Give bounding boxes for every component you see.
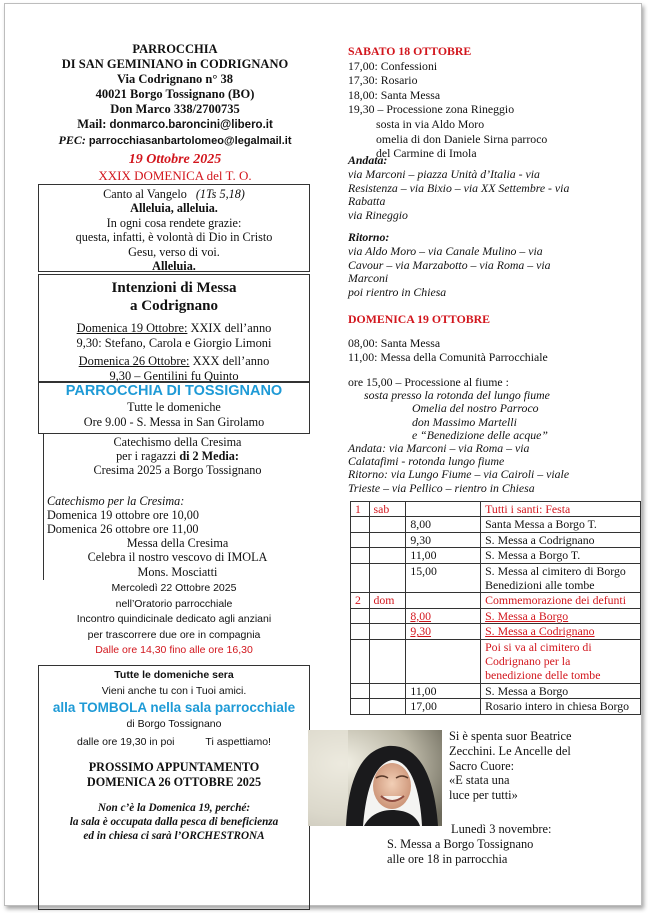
- schedule-time-cell: 11,00: [406, 683, 481, 698]
- procession-line: e “Benedizione delle acque”: [412, 427, 548, 442]
- schedule-row: [351, 699, 641, 714]
- header-line: Don Marco 338/2700735: [110, 102, 240, 116]
- schedule-number-cell: [351, 532, 370, 547]
- procession-line: sosta presso la rotonda del lungo fiume: [364, 388, 550, 403]
- schedule-row: [351, 683, 641, 698]
- schedule-event-text: Poi si va al cimitero di: [485, 639, 592, 654]
- tombola-time-line: dalle ore 19,30 in poi Ti aspettiamo!: [77, 735, 271, 748]
- suor-line: Si è spenta suor Beatrice: [449, 729, 572, 743]
- header-line: Via Codrignano n° 38: [116, 72, 233, 86]
- schedule-number-cell: [351, 624, 370, 639]
- schedule-day-cell: [369, 548, 406, 563]
- next-appointment-date: DOMENICA 26 OTTOBRE 2025: [86, 774, 262, 789]
- schedule-time-cell: [406, 639, 481, 683]
- acclamation-text: questa, infatti, è volontà di Dio in Cristo: [75, 230, 273, 245]
- route-line: poi rientro in Chiesa: [348, 285, 447, 300]
- oratorio-line: nell’Oratorio parrocchiale: [115, 597, 233, 610]
- schedule-event-text: Benedizioni alle tombe: [485, 578, 595, 593]
- saturday-subitem: del Carmine di Imola: [376, 146, 477, 161]
- suor-line: «E stata una: [449, 773, 510, 788]
- schedule-event-cell: [481, 683, 641, 698]
- schedule-day-cell: sab: [369, 502, 406, 517]
- schedule-event-text: Commemorazione dei defunti: [485, 593, 626, 608]
- cresima-line: Cresima 2025 a Borgo Tossignano: [93, 463, 262, 478]
- saturday-item: 17,00: Confessioni: [348, 58, 438, 73]
- tossignano-line: Tutte le domeniche: [127, 400, 221, 414]
- schedule-event-text: benedizione delle tombe: [485, 668, 601, 683]
- schedule-event-text: S. Messa a Borgo T.: [485, 548, 581, 563]
- sunday-item: 11,00: Messa della Comunità Parrocchiale: [348, 350, 548, 365]
- schedule-row: [351, 608, 641, 623]
- procession-route: Calatafimi - rotonda lungo fiume: [348, 454, 505, 469]
- schedule-row: [351, 517, 641, 532]
- intention-detail-2: 9,30 – Gentilini fu Quinto: [109, 368, 239, 383]
- confirmation-section: [43, 434, 311, 580]
- schedule-event-cell: [481, 593, 641, 608]
- bulletin-date: 19 Ottobre 2025: [128, 152, 222, 167]
- oratorio-line: per trascorrere due ore in compagnia: [87, 628, 261, 641]
- monday-date: Lunedì 3 novembre:: [451, 822, 552, 836]
- intention-sunday-2: Domenica 26 Ottobre: XXX dell’anno: [78, 354, 270, 368]
- schedule-time-cell: 17,00: [406, 699, 481, 714]
- route-line: Cavour – via Marzabotto – via Roma – via: [348, 257, 551, 272]
- schedule-event-cell: [481, 502, 641, 517]
- procession-route: Trieste – via Pellico – rientro in Chiesa: [348, 480, 535, 495]
- schedule-number-cell: [351, 563, 370, 593]
- monday-mass-note: [387, 822, 627, 866]
- acclamation-text: In ogni cosa rendete grazie:: [106, 215, 242, 230]
- saturday-section: [348, 44, 638, 161]
- schedule-row: [351, 502, 641, 517]
- procession-line: ore 15,00 – Processione al fiume :: [348, 375, 509, 389]
- schedule-day-cell: [369, 639, 406, 683]
- portrait-illustration: [308, 730, 442, 826]
- schedule-number-cell: [351, 608, 370, 623]
- tombola-line: Vieni anche tu con i Tuoi amici.: [101, 684, 247, 697]
- mail-address: donmarco.baroncini@libero.it: [109, 119, 273, 131]
- schedule-time-cell: 8,00: [406, 608, 481, 623]
- tombola-note: la sala è occupata dalla pesca di beneficienza: [69, 816, 279, 828]
- schedule-row: [351, 563, 641, 593]
- schedule-number-cell: [351, 548, 370, 563]
- acclamation-intro: Canto al Vangelo (1Ts 5,18): [103, 187, 245, 201]
- procession-line: don Massimo Martelli: [412, 414, 517, 429]
- cresima-catechism-title: Catechismo per la Cresima:: [47, 493, 185, 508]
- cresima-line: Catechismo della Cresima: [113, 435, 242, 449]
- schedule-number-cell: [351, 639, 370, 683]
- bulletin-page: [4, 3, 642, 906]
- oratorio-notice: [38, 581, 310, 659]
- schedule-row: [351, 548, 641, 563]
- route-line: Resistenza – via Bixio – via XX Settembre - via: [348, 180, 570, 195]
- pec-address: parrocchiasanbartolomeo@legalmail.it: [88, 135, 292, 147]
- schedule-day-cell: [369, 624, 406, 639]
- tossignano-box: [38, 382, 310, 434]
- gospel-acclamation-box: [38, 184, 310, 272]
- procession-line: Omelia del nostro Parroco: [412, 401, 539, 416]
- suor-beatrice-note: [449, 729, 639, 803]
- intentions-title: Intenzioni di Messa a Codrignano: [111, 280, 237, 314]
- oratorio-hours: Dalle ore 14,30 fino alle ore 16,30: [95, 644, 253, 656]
- schedule-event-text: S. Messa a Codrignano: [485, 532, 595, 547]
- schedule-number-cell: [351, 699, 370, 714]
- intention-sunday-1: Domenica 19 Ottobre: XXIX dell’anno: [76, 321, 272, 335]
- cresima-line: Messa della Cresima: [126, 536, 229, 551]
- schedule-time-cell: 9,30: [406, 624, 481, 639]
- suor-beatrice-photo: [308, 730, 442, 826]
- parish-header: [35, 42, 315, 149]
- procession-section: [348, 376, 638, 495]
- schedule-event-cell: [481, 608, 641, 623]
- tombola-headline: alla TOMBOLA nella sala parrocchiale: [52, 700, 296, 715]
- schedule-time-cell: 8,00: [406, 517, 481, 532]
- tombola-note: Non c’è la Domenica 19, perché:: [97, 802, 251, 814]
- mass-intentions-box: [38, 274, 310, 382]
- schedule-number-cell: [351, 517, 370, 532]
- schedule-time-cell: 15,00: [406, 563, 481, 593]
- route-line: via Rineggio: [348, 208, 408, 223]
- sunday-item: 08,00: Santa Messa: [348, 335, 441, 350]
- schedule-event-text: S. Messa a Codrignano: [485, 624, 595, 639]
- cresima-line: Domenica 19 ottobre ore 10,00: [47, 507, 199, 522]
- route-line: via Marconi – piazza Unità d’Italia - via: [348, 166, 540, 181]
- mail-label: Mail:: [77, 117, 107, 131]
- november-schedule-table: [350, 501, 641, 715]
- schedule-event-text: Rosario intero in chiesa Borgo: [485, 699, 630, 714]
- schedule-row: [351, 624, 641, 639]
- schedule-row: [351, 639, 641, 683]
- schedule-day-cell: [369, 517, 406, 532]
- schedule-event-cell: [481, 699, 641, 714]
- alleluia-line: Alleluia, alleluia.: [130, 201, 218, 216]
- pec-line: [35, 133, 315, 149]
- saturday-title: SABATO 18 OTTOBRE: [348, 44, 472, 58]
- cresima-line: Celebra il nostro vescovo di IMOLA: [87, 550, 268, 565]
- tossignano-title: PARROCCHIA DI TOSSIGNANO: [65, 383, 283, 399]
- procession-route: Andata: via Marconi – via Roma – via: [348, 441, 530, 456]
- saturday-item: 18,00: Santa Messa: [348, 87, 441, 102]
- schedule-event-cell: [481, 532, 641, 547]
- andata-route: [348, 154, 618, 223]
- tossignano-line: Ore 9.00 - S. Messa in San Girolamo: [83, 414, 265, 429]
- saturday-subitem: sosta in via Aldo Moro: [376, 116, 485, 131]
- schedule-day-cell: [369, 563, 406, 593]
- schedule-day-cell: dom: [369, 593, 406, 608]
- header-line: 40021 Borgo Tossignano (BO): [95, 87, 255, 101]
- monday-mass: S. Messa a Borgo Tossignano: [387, 836, 534, 851]
- schedule-event-cell: [481, 624, 641, 639]
- schedule-time-cell: 11,00: [406, 548, 481, 563]
- suor-line: Sacro Cuore:: [449, 758, 515, 773]
- schedule-number-cell: 1: [351, 502, 370, 517]
- route-line: Rabatta: [348, 194, 386, 209]
- tombola-line: di Borgo Tossignano: [126, 718, 222, 730]
- schedule-row: [351, 532, 641, 547]
- schedule-day-cell: [369, 532, 406, 547]
- cresima-line: Mons. Mosciatti: [137, 564, 218, 579]
- ritorno-route: [348, 231, 618, 300]
- tombola-box: [38, 665, 310, 910]
- mail-line: [35, 117, 315, 133]
- header-line: DI SAN GEMINIANO in CODRIGNANO: [61, 57, 289, 71]
- cresima-line: Domenica 26 ottobre ore 11,00: [47, 522, 199, 537]
- procession-route: Ritorno: via Lungo Fiume – via Cairoli – viale: [348, 467, 570, 482]
- oratorio-line: Mercoledì 22 Ottobre 2025: [111, 582, 237, 594]
- ritorno-title: Ritorno:: [348, 230, 390, 244]
- schedule-day-cell: [369, 608, 406, 623]
- schedule-day-cell: [369, 683, 406, 698]
- schedule-event-text: Santa Messa a Borgo T.: [485, 517, 597, 532]
- schedule-row: [351, 593, 641, 608]
- monday-time: alle ore 18 in parrocchia: [387, 851, 508, 866]
- intention-detail-1: 9,30: Stefano, Carola e Giorgio Limoni: [76, 335, 272, 350]
- schedule-number-cell: 2: [351, 593, 370, 608]
- next-appointment-title: PROSSIMO APPUNTAMENTO: [88, 760, 260, 774]
- tombola-line: Tutte le domeniche sera: [114, 669, 234, 681]
- saturday-item: 17,30: Rosario: [348, 73, 418, 88]
- suor-line: Zecchini. Le Ancelle del: [449, 743, 571, 758]
- schedule-event-cell: [481, 517, 641, 532]
- schedule-event-cell: [481, 639, 641, 683]
- schedule-event-text: Codrignano per la: [485, 654, 571, 669]
- acclamation-text: Gesu, verso di voi.: [128, 244, 220, 259]
- andata-title: Andata:: [348, 153, 388, 167]
- pec-label: PEC:: [58, 133, 86, 147]
- saturday-subitem: omelia di don Daniele Sirna parroco: [376, 131, 548, 146]
- tombola-note: ed in chiesa ci sarà l’ORCHESTRONA: [83, 830, 265, 842]
- saturday-item: 19,30 – Processione zona Rineggio: [348, 102, 515, 117]
- header-line: PARROCCHIA: [132, 42, 218, 56]
- schedule-event-text: S. Messa a Borgo: [485, 608, 569, 623]
- scripture-reference: (1Ts 5,18): [195, 187, 245, 201]
- route-line: Marconi: [348, 271, 389, 286]
- schedule-event-cell: [481, 563, 641, 593]
- schedule-number-cell: [351, 683, 370, 698]
- cresima-line: per i ragazzi di 2 Media:: [116, 449, 239, 464]
- suor-line: luce per tutti»: [449, 788, 518, 803]
- alleluia-closing: Alleluia.: [152, 259, 196, 274]
- schedule-time-cell: [406, 502, 481, 517]
- route-line: via Aldo Moro – via Canale Mulino – via: [348, 243, 543, 258]
- sunday-section: [348, 312, 638, 365]
- schedule-day-cell: [369, 699, 406, 714]
- schedule-time-cell: [406, 593, 481, 608]
- schedule-time-cell: 9,30: [406, 532, 481, 547]
- schedule-event-text: S. Messa al cimitero di Borgo: [485, 563, 626, 578]
- sunday-title: DOMENICA 19 OTTOBRE: [348, 312, 491, 326]
- liturgical-sunday: XXIX DOMENICA del T. O.: [98, 168, 252, 183]
- oratorio-line: Incontro quindicinale dedicato agli anziani: [76, 613, 272, 625]
- schedule-event-text: S. Messa a Borgo: [485, 683, 569, 698]
- schedule-event-text: Tutti i santi: Festa: [485, 502, 571, 516]
- schedule-event-cell: [481, 548, 641, 563]
